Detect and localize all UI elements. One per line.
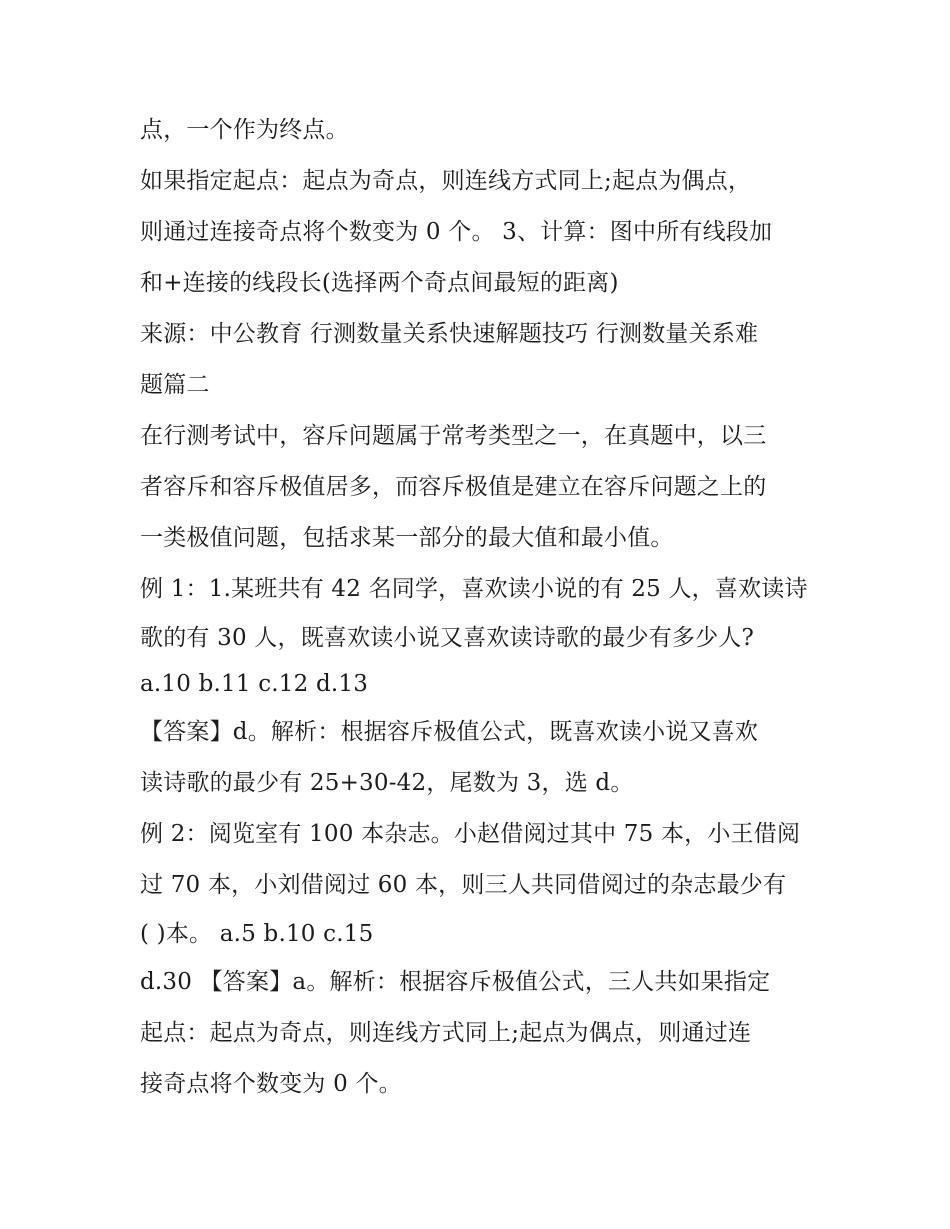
text-line: 起点：起点为奇点，则连线方式同上;起点为偶点，则通过连 xyxy=(140,1020,752,1046)
text-line: d.30 【答案】a。解析：根据容斥极值公式，三人共如果指定 xyxy=(140,969,771,995)
text-line: ( )本。 a.5 b.10 c.15 xyxy=(140,921,374,947)
document-body xyxy=(140,105,820,1110)
text-line: a.10 b.11 c.12 d.13 xyxy=(140,671,369,697)
text-line: 则通过连接奇点将个数变为 0 个。 3、计算：图中所有线段加 xyxy=(140,219,773,245)
text-line: 者容斥和容斥极值居多，而容斥极值是建立在容斥问题之上的 xyxy=(140,474,767,500)
text-line: 例 2：阅览室有 100 本杂志。小赵借阅过其中 75 本，小王借阅 xyxy=(140,821,801,847)
text-line: 一类极值问题，包括求某一部分的最大值和最小值。 xyxy=(140,525,674,551)
text-line: 题篇二 xyxy=(140,372,210,398)
text-line: 来源：中公教育 行测数量关系快速解题技巧 行测数量关系难 xyxy=(140,321,759,347)
text-line: 歌的有 30 人，既喜欢读小说又喜欢读诗歌的最少有多少人? xyxy=(140,625,755,651)
text-line: 在行测考试中，容斥问题属于常考类型之一，在真题中，以三 xyxy=(140,423,767,449)
text-line: 【答案】d。解析：根据容斥极值公式，既喜欢读小说又喜欢 xyxy=(140,719,759,745)
text-line: 例 1：1.某班共有 42 名同学，喜欢读小说的有 25 人，喜欢读诗 xyxy=(140,576,808,602)
text-line: 过 70 本，小刘借阅过 60 本，则三人共同借阅过的杂志最少有 xyxy=(140,872,787,898)
text-line: 点，一个作为终点。 xyxy=(140,117,349,143)
text-line: 读诗歌的最少有 25+30-42，尾数为 3，选 d。 xyxy=(140,770,634,796)
text-line: 接奇点将个数变为 0 个。 xyxy=(140,1071,402,1097)
text-line: 如果指定起点：起点为奇点，则连线方式同上;起点为偶点， xyxy=(140,168,752,194)
text-line: 和+连接的线段长(选择两个奇点间最短的距离) xyxy=(140,270,619,296)
